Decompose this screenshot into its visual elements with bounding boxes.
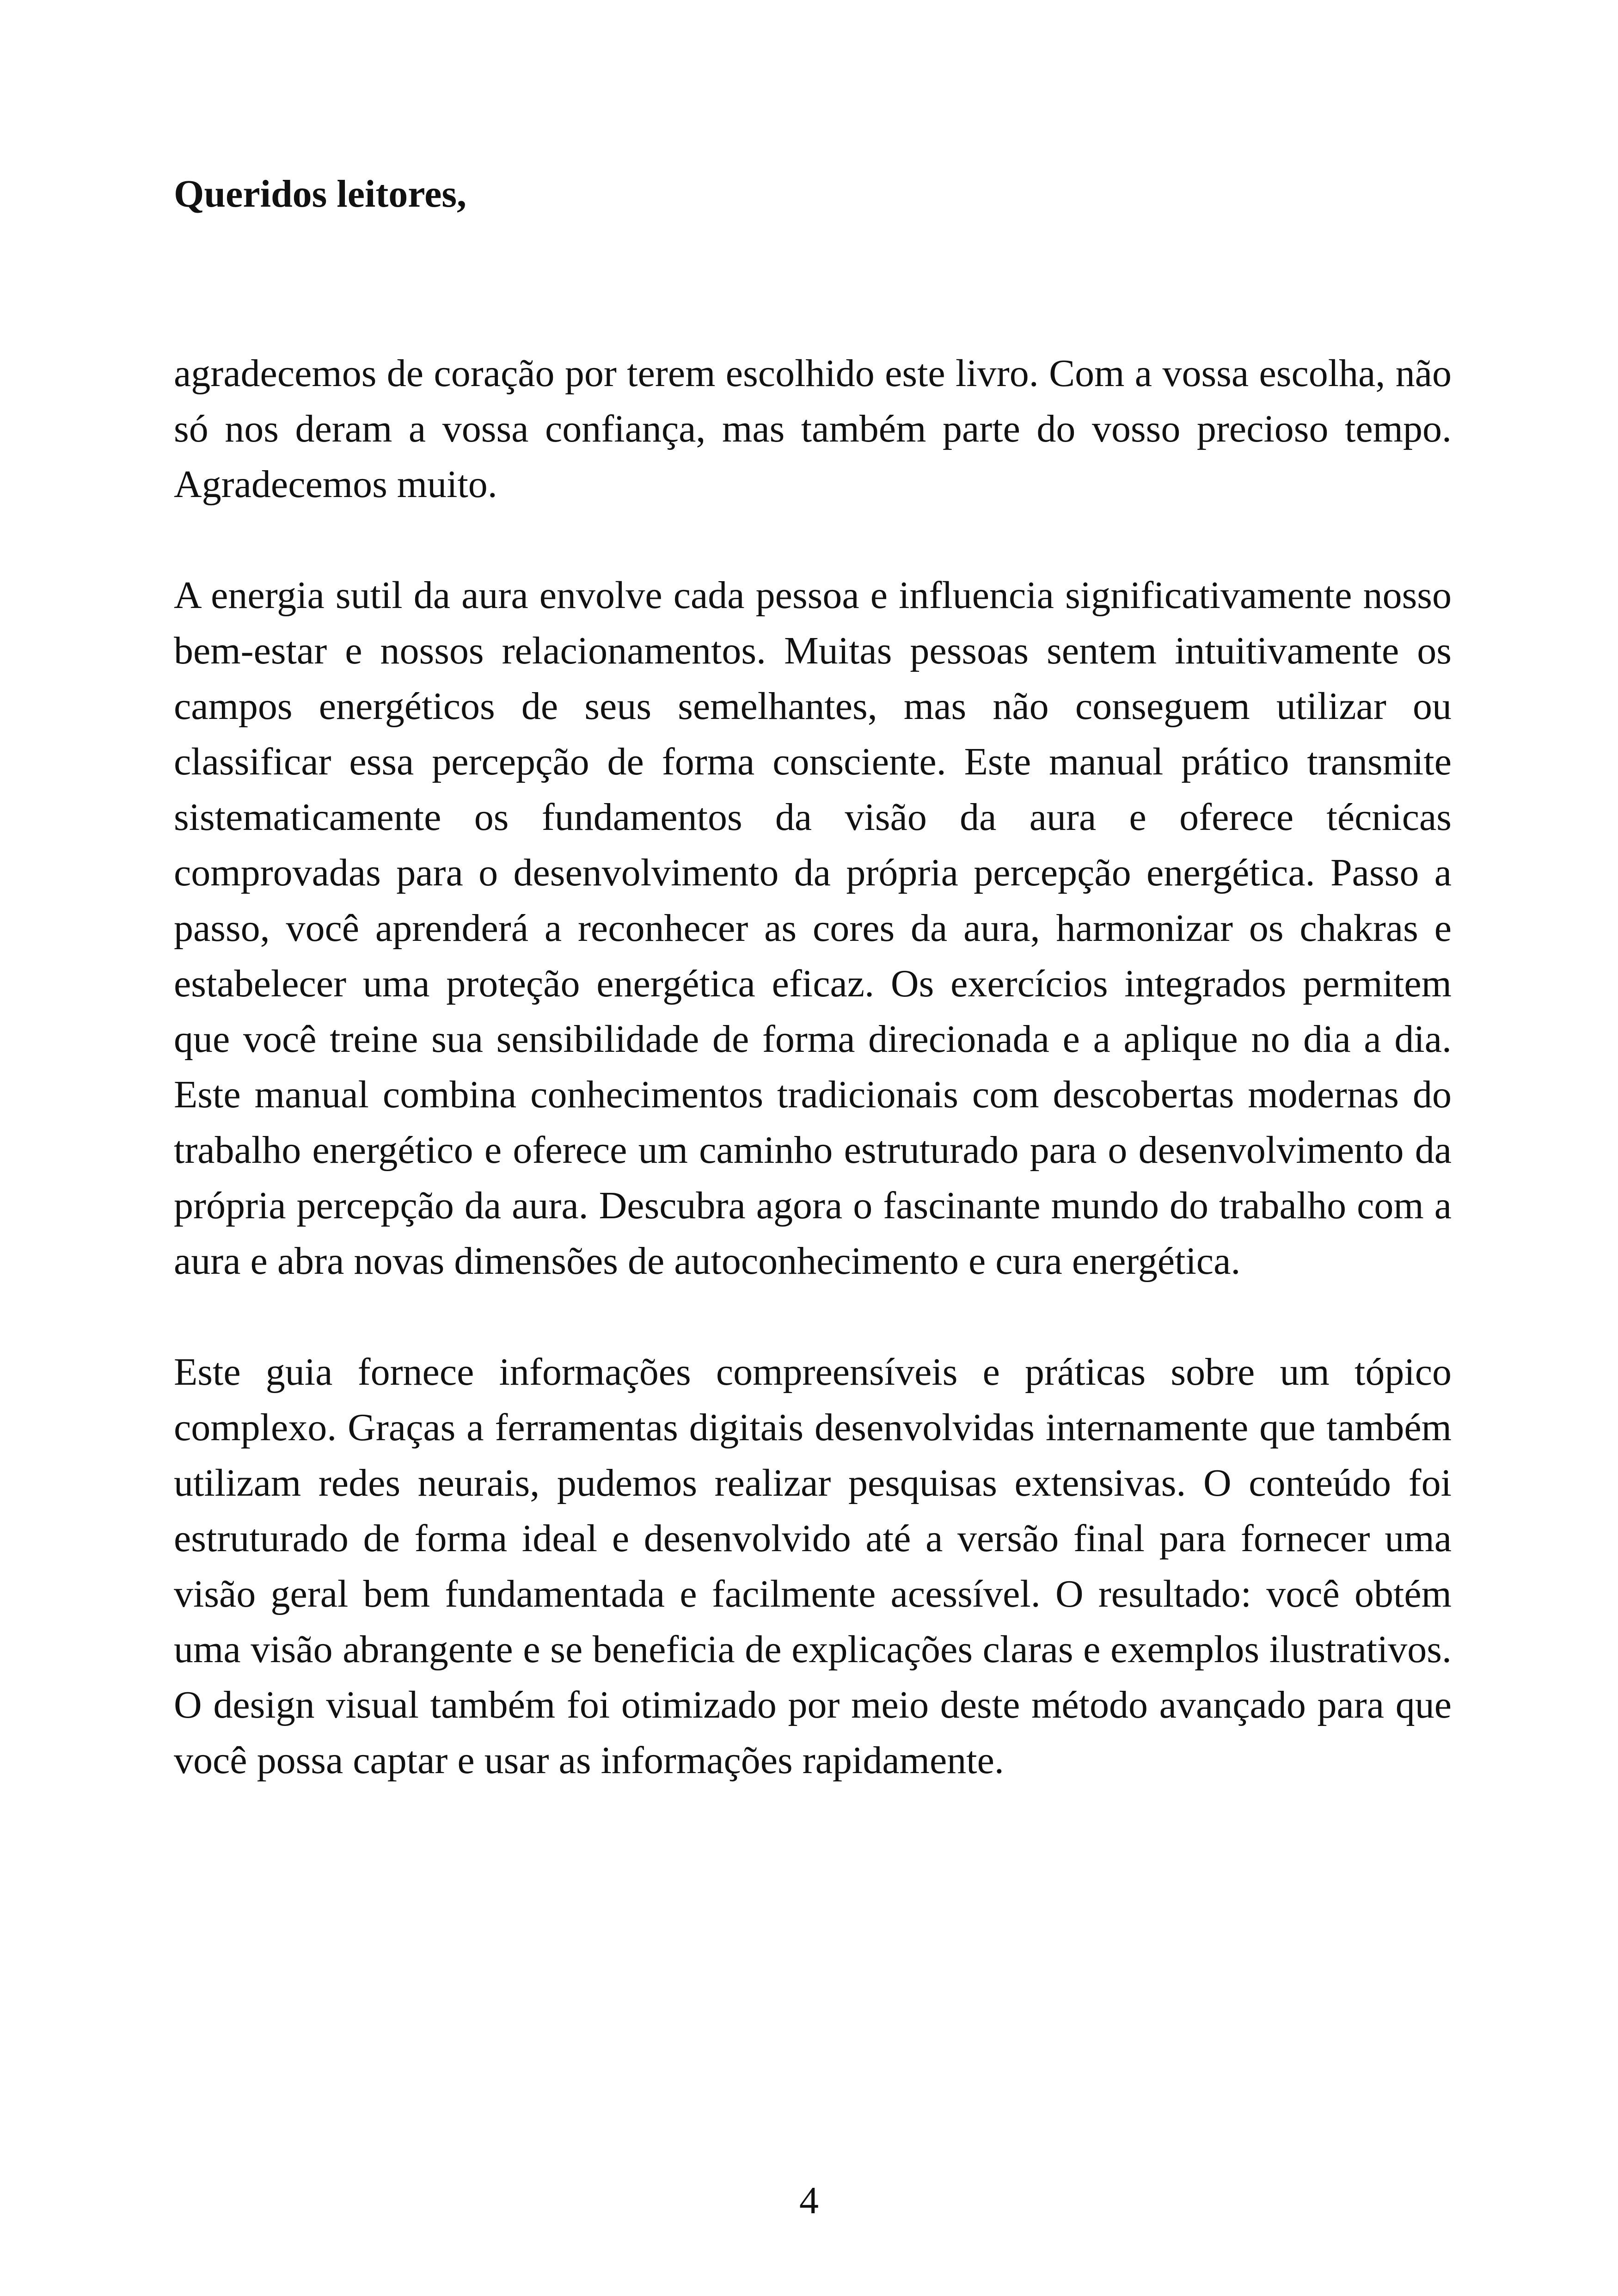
page-number: 4: [799, 2179, 819, 2222]
paragraph-guide-info: Este guia fornece informações compreensíveis e práticas sobre um tópico complexo. Graças a ferramentas digitais desenvolvidas internamente que também utilizam redes neurais, pudemos realizar pesquisas extensivas. O conteúdo foi estruturado de forma ideal e desenvolvido até a versão final para fornecer uma visão geral bem fundamentada e facilmente acessível. O resultado: você obtém uma visão abrangente e se beneficia de explicações claras e exemplos ilustrativos. O design visual também foi otimizado por meio deste método avançado para que você possa captar e usar as informações rapidamente.: [174, 1351, 1452, 1782]
page-content: [174, 171, 1452, 1844]
greeting-heading: Queridos leitores,: [174, 172, 467, 215]
paragraph-thanks: agradecemos de coração por terem escolhido este livro. Com a vossa escolha, não só nos deram a vossa confiança, mas também parte do vosso precioso tempo. Agradecemos muito.: [174, 352, 1452, 506]
paragraph-aura-intro: A energia sutil da aura envolve cada pessoa e influencia significativamente nosso bem-estar e nossos relacionamentos. Muitas pessoas sentem intuitivamente os campos energéticos de seus semelhantes, mas não conseguem utilizar ou classificar essa percepção de forma consciente. Este manual prático transmite sistematicamente os fundamentos da visão da aura e oferece técnicas comprovadas para o desenvolvimento da própria percepção energética. Passo a passo, você aprenderá a reconhecer as cores da aura, harmonizar os chakras e estabelecer uma proteção energética eficaz. Os exercícios integrados permitem que você treine sua sensibilidade de forma direcionada e a aplique no dia a dia. Este manual combina conhecimentos tradicionais com descobertas modernas do trabalho energético e oferece um caminho estruturado para o desenvolvimento da própria percepção da aura. Descubra agora o fascinante mundo do trabalho com a aura e abra novas dimensões de autoconhecimento e cura energética.: [174, 574, 1452, 1283]
